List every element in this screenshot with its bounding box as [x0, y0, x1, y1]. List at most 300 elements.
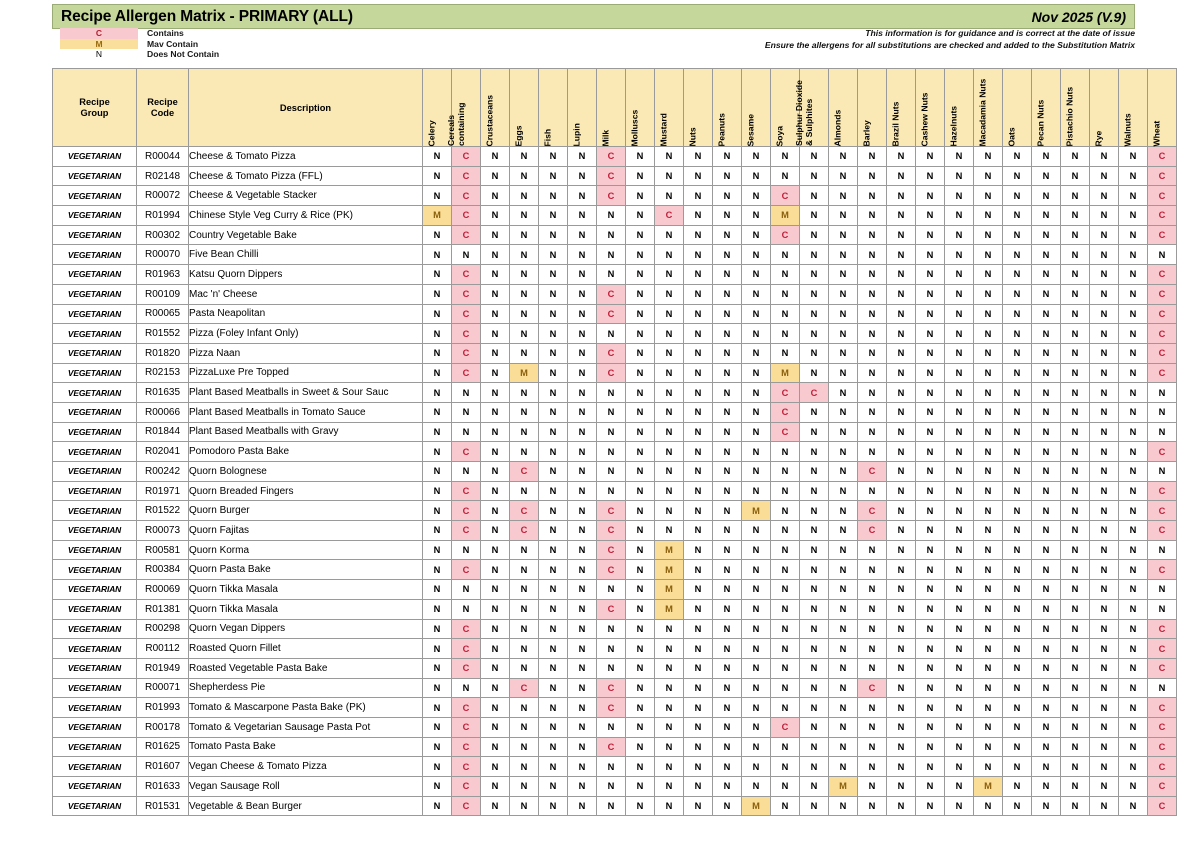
- cell-allergen-status: N: [742, 658, 771, 678]
- cell-allergen-status: N: [887, 284, 916, 304]
- cell-description: Vegetable & Bean Burger: [189, 796, 423, 816]
- table-row[interactable]: [53, 422, 1177, 442]
- cell-allergen-status: N: [684, 324, 713, 344]
- cell-allergen-status: N: [974, 363, 1003, 383]
- column-header-allergen: [684, 69, 713, 147]
- legend-code-m: M: [60, 39, 138, 50]
- cell-recipe-code: R01552: [137, 324, 189, 344]
- cell-allergen-status: N: [539, 462, 568, 482]
- cell-allergen-status: N: [423, 521, 452, 541]
- cell-allergen-status: N: [945, 580, 974, 600]
- table-row[interactable]: [53, 599, 1177, 619]
- cell-allergen-status: N: [713, 521, 742, 541]
- cell-allergen-status: N: [916, 678, 945, 698]
- cell-allergen-status: N: [626, 580, 655, 600]
- cell-recipe-group: VEGETARIAN: [53, 245, 137, 265]
- cell-allergen-status: N: [974, 442, 1003, 462]
- cell-recipe-group: VEGETARIAN: [53, 462, 137, 482]
- table-row[interactable]: [53, 580, 1177, 600]
- cell-allergen-status: N: [481, 481, 510, 501]
- table-row[interactable]: [53, 442, 1177, 462]
- cell-allergen-status: N: [539, 324, 568, 344]
- cell-allergen-status: N: [887, 245, 916, 265]
- cell-allergen-status: N: [916, 737, 945, 757]
- cell-allergen-status: N: [481, 658, 510, 678]
- table-row[interactable]: [53, 501, 1177, 521]
- cell-allergen-status: N: [684, 206, 713, 226]
- cell-allergen-status: N: [481, 402, 510, 422]
- cell-allergen-status: N: [742, 777, 771, 797]
- cell-recipe-group: VEGETARIAN: [53, 560, 137, 580]
- cell-allergen-status: N: [1003, 343, 1032, 363]
- cell-allergen-status: C: [597, 166, 626, 186]
- cell-allergen-status: N: [1090, 540, 1119, 560]
- legend-item-may-contain: [60, 39, 390, 50]
- cell-allergen-status: N: [1032, 225, 1061, 245]
- cell-allergen-status: C: [771, 383, 800, 403]
- cell-allergen-status: N: [1061, 796, 1090, 816]
- cell-allergen-status: N: [800, 402, 829, 422]
- cell-allergen-status: N: [481, 284, 510, 304]
- cell-allergen-status: C: [1148, 777, 1177, 797]
- table-row[interactable]: [53, 383, 1177, 403]
- table-row[interactable]: [53, 225, 1177, 245]
- cell-allergen-status: N: [887, 442, 916, 462]
- cell-allergen-status: N: [684, 442, 713, 462]
- cell-allergen-status: N: [568, 698, 597, 718]
- cell-allergen-status: N: [829, 481, 858, 501]
- cell-recipe-group: VEGETARIAN: [53, 147, 137, 167]
- cell-allergen-status: N: [423, 166, 452, 186]
- cell-allergen-status: N: [974, 757, 1003, 777]
- cell-allergen-status: N: [858, 324, 887, 344]
- cell-allergen-status: N: [1090, 206, 1119, 226]
- cell-allergen-status: N: [568, 619, 597, 639]
- cell-allergen-status: N: [945, 324, 974, 344]
- cell-allergen-status: N: [423, 383, 452, 403]
- cell-allergen-status: N: [510, 481, 539, 501]
- cell-allergen-status: N: [1148, 580, 1177, 600]
- cell-allergen-status: N: [539, 501, 568, 521]
- cell-recipe-group: VEGETARIAN: [53, 166, 137, 186]
- table-row[interactable]: [53, 540, 1177, 560]
- cell-allergen-status: N: [510, 619, 539, 639]
- cell-description: Quorn Pasta Bake: [189, 560, 423, 580]
- allergen-header-label: Sulphur Dioxide & Sulphites: [794, 80, 814, 146]
- table-row[interactable]: [53, 265, 1177, 285]
- cell-allergen-status: N: [1032, 442, 1061, 462]
- cell-allergen-status: N: [771, 560, 800, 580]
- cell-allergen-status: N: [1119, 619, 1148, 639]
- cell-allergen-status: N: [742, 599, 771, 619]
- cell-allergen-status: N: [1032, 698, 1061, 718]
- cell-allergen-status: N: [1032, 284, 1061, 304]
- cell-allergen-status: C: [452, 442, 481, 462]
- cell-allergen-status: C: [452, 777, 481, 797]
- cell-allergen-status: N: [1061, 737, 1090, 757]
- cell-allergen-status: N: [800, 304, 829, 324]
- column-header-allergen: [597, 69, 626, 147]
- cell-allergen-status: C: [597, 186, 626, 206]
- cell-allergen-status: N: [626, 678, 655, 698]
- cell-allergen-status: C: [452, 796, 481, 816]
- cell-allergen-status: N: [771, 619, 800, 639]
- cell-recipe-code: R01949: [137, 658, 189, 678]
- cell-allergen-status: N: [858, 698, 887, 718]
- cell-allergen-status: N: [974, 304, 1003, 324]
- cell-allergen-status: N: [684, 796, 713, 816]
- cell-allergen-status: N: [1003, 658, 1032, 678]
- cell-allergen-status: N: [887, 304, 916, 324]
- cell-allergen-status: C: [452, 481, 481, 501]
- cell-allergen-status: N: [945, 481, 974, 501]
- cell-recipe-code: R01522: [137, 501, 189, 521]
- column-header-allergen: [1003, 69, 1032, 147]
- cell-allergen-status: N: [1090, 402, 1119, 422]
- cell-allergen-status: N: [423, 284, 452, 304]
- cell-allergen-status: N: [568, 777, 597, 797]
- cell-allergen-status: N: [974, 599, 1003, 619]
- cell-allergen-status: N: [1032, 658, 1061, 678]
- cell-allergen-status: N: [655, 737, 684, 757]
- cell-allergen-status: N: [1119, 304, 1148, 324]
- cell-allergen-status: N: [626, 737, 655, 757]
- table-row[interactable]: [53, 186, 1177, 206]
- cell-recipe-code: R00112: [137, 639, 189, 659]
- cell-allergen-status: N: [829, 757, 858, 777]
- cell-allergen-status: N: [916, 501, 945, 521]
- cell-allergen-status: C: [1148, 481, 1177, 501]
- cell-allergen-status: N: [1061, 777, 1090, 797]
- cell-allergen-status: N: [1061, 225, 1090, 245]
- cell-allergen-status: C: [1148, 265, 1177, 285]
- cell-allergen-status: N: [800, 560, 829, 580]
- cell-allergen-status: N: [423, 343, 452, 363]
- cell-allergen-status: N: [829, 560, 858, 580]
- cell-allergen-status: N: [481, 363, 510, 383]
- cell-allergen-status: C: [655, 206, 684, 226]
- cell-allergen-status: N: [1061, 186, 1090, 206]
- table-row[interactable]: [53, 717, 1177, 737]
- cell-allergen-status: N: [539, 560, 568, 580]
- cell-allergen-status: N: [568, 383, 597, 403]
- cell-allergen-status: N: [800, 658, 829, 678]
- cell-allergen-status: N: [887, 383, 916, 403]
- cell-description: Quorn Fajitas: [189, 521, 423, 541]
- cell-allergen-status: N: [887, 186, 916, 206]
- cell-recipe-code: R01820: [137, 343, 189, 363]
- cell-allergen-status: N: [1003, 383, 1032, 403]
- cell-allergen-status: N: [684, 422, 713, 442]
- cell-allergen-status: N: [655, 777, 684, 797]
- legend-label-does-not-contain: Does Not Contain: [147, 49, 220, 59]
- cell-allergen-status: N: [684, 343, 713, 363]
- cell-allergen-status: N: [974, 245, 1003, 265]
- cell-allergen-status: N: [1090, 501, 1119, 521]
- table-row[interactable]: [53, 363, 1177, 383]
- column-header-allergen: [1090, 69, 1119, 147]
- column-header-allergen: [510, 69, 539, 147]
- table-row[interactable]: [53, 166, 1177, 186]
- cell-allergen-status: C: [771, 402, 800, 422]
- cell-recipe-code: R01381: [137, 599, 189, 619]
- cell-allergen-status: N: [1032, 481, 1061, 501]
- cell-allergen-status: N: [655, 481, 684, 501]
- cell-allergen-status: C: [771, 422, 800, 442]
- cell-allergen-status: N: [713, 698, 742, 718]
- cell-allergen-status: N: [684, 658, 713, 678]
- table-row[interactable]: [53, 678, 1177, 698]
- cell-description: Country Vegetable Bake: [189, 225, 423, 245]
- cell-allergen-status: N: [829, 580, 858, 600]
- cell-allergen-status: N: [858, 599, 887, 619]
- cell-allergen-status: N: [1003, 462, 1032, 482]
- cell-allergen-status: N: [713, 757, 742, 777]
- allergen-header-label: Rye: [1093, 130, 1104, 146]
- table-row[interactable]: [53, 619, 1177, 639]
- cell-allergen-status: N: [423, 186, 452, 206]
- cell-allergen-status: N: [800, 619, 829, 639]
- cell-allergen-status: N: [974, 186, 1003, 206]
- cell-allergen-status: C: [800, 383, 829, 403]
- cell-allergen-status: N: [771, 442, 800, 462]
- cell-recipe-code: R00071: [137, 678, 189, 698]
- cell-allergen-status: N: [481, 678, 510, 698]
- cell-allergen-status: N: [1119, 580, 1148, 600]
- cell-allergen-status: N: [423, 501, 452, 521]
- cell-allergen-status: N: [1003, 619, 1032, 639]
- allergen-header-label: Celery: [426, 119, 437, 146]
- cell-allergen-status: N: [568, 560, 597, 580]
- cell-allergen-status: N: [887, 402, 916, 422]
- cell-allergen-status: N: [1119, 481, 1148, 501]
- cell-allergen-status: N: [597, 481, 626, 501]
- cell-allergen-status: N: [626, 462, 655, 482]
- cell-allergen-status: N: [887, 501, 916, 521]
- table-row[interactable]: [53, 658, 1177, 678]
- cell-allergen-status: N: [945, 383, 974, 403]
- cell-allergen-status: C: [1148, 324, 1177, 344]
- cell-allergen-status: N: [626, 599, 655, 619]
- cell-allergen-status: N: [974, 324, 1003, 344]
- cell-allergen-status: N: [539, 343, 568, 363]
- cell-allergen-status: N: [539, 481, 568, 501]
- cell-allergen-status: N: [916, 757, 945, 777]
- cell-allergen-status: M: [974, 777, 1003, 797]
- table-row[interactable]: [53, 324, 1177, 344]
- cell-allergen-status: N: [1032, 304, 1061, 324]
- cell-allergen-status: N: [1119, 206, 1148, 226]
- table-row[interactable]: [53, 521, 1177, 541]
- table-row[interactable]: [53, 737, 1177, 757]
- cell-allergen-status: N: [684, 737, 713, 757]
- cell-allergen-status: N: [626, 521, 655, 541]
- cell-allergen-status: N: [974, 206, 1003, 226]
- cell-allergen-status: N: [742, 363, 771, 383]
- cell-allergen-status: N: [742, 343, 771, 363]
- cell-allergen-status: N: [887, 599, 916, 619]
- cell-allergen-status: N: [858, 737, 887, 757]
- cell-allergen-status: N: [887, 560, 916, 580]
- cell-allergen-status: N: [1061, 166, 1090, 186]
- cell-allergen-status: C: [452, 757, 481, 777]
- cell-allergen-status: N: [568, 717, 597, 737]
- cell-allergen-status: N: [916, 580, 945, 600]
- cell-allergen-status: N: [655, 717, 684, 737]
- column-header-allergen: [1148, 69, 1177, 147]
- cell-allergen-status: N: [684, 481, 713, 501]
- cell-allergen-status: N: [568, 324, 597, 344]
- cell-allergen-status: N: [1003, 737, 1032, 757]
- cell-allergen-status: N: [626, 284, 655, 304]
- table-row[interactable]: [53, 777, 1177, 797]
- cell-allergen-status: N: [713, 619, 742, 639]
- cell-allergen-status: N: [742, 560, 771, 580]
- cell-allergen-status: N: [626, 206, 655, 226]
- cell-allergen-status: N: [655, 166, 684, 186]
- cell-recipe-code: R01993: [137, 698, 189, 718]
- cell-allergen-status: N: [858, 225, 887, 245]
- cell-allergen-status: N: [684, 639, 713, 659]
- cell-allergen-status: N: [771, 540, 800, 560]
- cell-allergen-status: N: [626, 560, 655, 580]
- cell-allergen-status: N: [1119, 796, 1148, 816]
- cell-allergen-status: N: [1090, 265, 1119, 285]
- cell-allergen-status: N: [423, 698, 452, 718]
- cell-allergen-status: N: [423, 363, 452, 383]
- cell-allergen-status: N: [1003, 580, 1032, 600]
- cell-allergen-status: N: [626, 481, 655, 501]
- cell-allergen-status: N: [829, 717, 858, 737]
- cell-recipe-group: VEGETARIAN: [53, 580, 137, 600]
- cell-allergen-status: N: [742, 521, 771, 541]
- cell-allergen-status: N: [713, 284, 742, 304]
- cell-allergen-status: C: [452, 501, 481, 521]
- cell-allergen-status: N: [1003, 284, 1032, 304]
- cell-allergen-status: N: [800, 580, 829, 600]
- table-row[interactable]: [53, 147, 1177, 167]
- cell-allergen-status: N: [510, 186, 539, 206]
- matrix-header-row: [53, 69, 1177, 147]
- cell-allergen-status: N: [771, 343, 800, 363]
- cell-allergen-status: N: [423, 304, 452, 324]
- cell-allergen-status: N: [1061, 383, 1090, 403]
- cell-allergen-status: N: [829, 737, 858, 757]
- cell-allergen-status: N: [481, 462, 510, 482]
- cell-description: Quorn Breaded Fingers: [189, 481, 423, 501]
- cell-allergen-status: N: [916, 442, 945, 462]
- cell-allergen-status: N: [1061, 580, 1090, 600]
- cell-allergen-status: N: [974, 343, 1003, 363]
- table-row[interactable]: [53, 481, 1177, 501]
- cell-allergen-status: C: [1148, 619, 1177, 639]
- cell-allergen-status: N: [742, 265, 771, 285]
- cell-allergen-status: N: [1003, 757, 1032, 777]
- cell-allergen-status: N: [655, 383, 684, 403]
- cell-allergen-status: N: [742, 698, 771, 718]
- table-row[interactable]: [53, 639, 1177, 659]
- table-row[interactable]: [53, 284, 1177, 304]
- cell-allergen-status: N: [684, 619, 713, 639]
- cell-allergen-status: N: [626, 402, 655, 422]
- cell-description: Mac 'n' Cheese: [189, 284, 423, 304]
- cell-recipe-code: R00066: [137, 402, 189, 422]
- allergen-header-label: Barley: [861, 119, 872, 146]
- allergen-header-label: Almonds: [832, 109, 843, 146]
- cell-allergen-status: N: [742, 225, 771, 245]
- cell-recipe-group: VEGETARIAN: [53, 737, 137, 757]
- cell-allergen-status: N: [423, 147, 452, 167]
- cell-allergen-status: N: [1119, 698, 1148, 718]
- cell-allergen-status: N: [597, 777, 626, 797]
- cell-allergen-status: N: [1032, 639, 1061, 659]
- table-row[interactable]: [53, 245, 1177, 265]
- table-row[interactable]: [53, 796, 1177, 816]
- cell-allergen-status: N: [945, 304, 974, 324]
- cell-allergen-status: N: [1148, 402, 1177, 422]
- cell-allergen-status: N: [655, 245, 684, 265]
- cell-allergen-status: N: [829, 678, 858, 698]
- cell-allergen-status: N: [539, 402, 568, 422]
- cell-allergen-status: N: [510, 147, 539, 167]
- cell-allergen-status: N: [452, 422, 481, 442]
- cell-allergen-status: N: [1090, 363, 1119, 383]
- cell-allergen-status: N: [626, 796, 655, 816]
- cell-allergen-status: C: [771, 186, 800, 206]
- cell-allergen-status: N: [1032, 757, 1061, 777]
- cell-recipe-code: R01971: [137, 481, 189, 501]
- cell-allergen-status: N: [974, 265, 1003, 285]
- cell-allergen-status: N: [568, 639, 597, 659]
- table-row[interactable]: [53, 462, 1177, 482]
- cell-allergen-status: N: [800, 521, 829, 541]
- table-row[interactable]: [53, 698, 1177, 718]
- cell-allergen-status: N: [713, 639, 742, 659]
- cell-allergen-status: N: [858, 402, 887, 422]
- cell-allergen-status: N: [771, 324, 800, 344]
- table-row[interactable]: [53, 757, 1177, 777]
- table-row[interactable]: [53, 206, 1177, 226]
- cell-allergen-status: N: [626, 442, 655, 462]
- legend-label-contains: Contains: [147, 28, 184, 38]
- cell-allergen-status: N: [916, 462, 945, 482]
- cell-allergen-status: N: [539, 717, 568, 737]
- cell-allergen-status: N: [887, 225, 916, 245]
- cell-allergen-status: N: [800, 442, 829, 462]
- matrix-head: [53, 69, 1177, 147]
- cell-allergen-status: N: [481, 777, 510, 797]
- table-row[interactable]: [53, 304, 1177, 324]
- cell-allergen-status: N: [771, 147, 800, 167]
- cell-recipe-group: VEGETARIAN: [53, 304, 137, 324]
- cell-allergen-status: N: [1148, 678, 1177, 698]
- cell-allergen-status: N: [829, 442, 858, 462]
- table-row[interactable]: [53, 402, 1177, 422]
- table-row[interactable]: [53, 343, 1177, 363]
- cell-allergen-status: N: [713, 462, 742, 482]
- table-row[interactable]: [53, 560, 1177, 580]
- cell-allergen-status: N: [423, 737, 452, 757]
- cell-allergen-status: N: [800, 206, 829, 226]
- cell-allergen-status: N: [539, 540, 568, 560]
- cell-allergen-status: N: [655, 422, 684, 442]
- cell-allergen-status: N: [1003, 717, 1032, 737]
- cell-allergen-status: N: [829, 206, 858, 226]
- cell-allergen-status: N: [1061, 442, 1090, 462]
- cell-allergen-status: N: [1148, 599, 1177, 619]
- cell-allergen-status: N: [829, 599, 858, 619]
- cell-recipe-group: VEGETARIAN: [53, 678, 137, 698]
